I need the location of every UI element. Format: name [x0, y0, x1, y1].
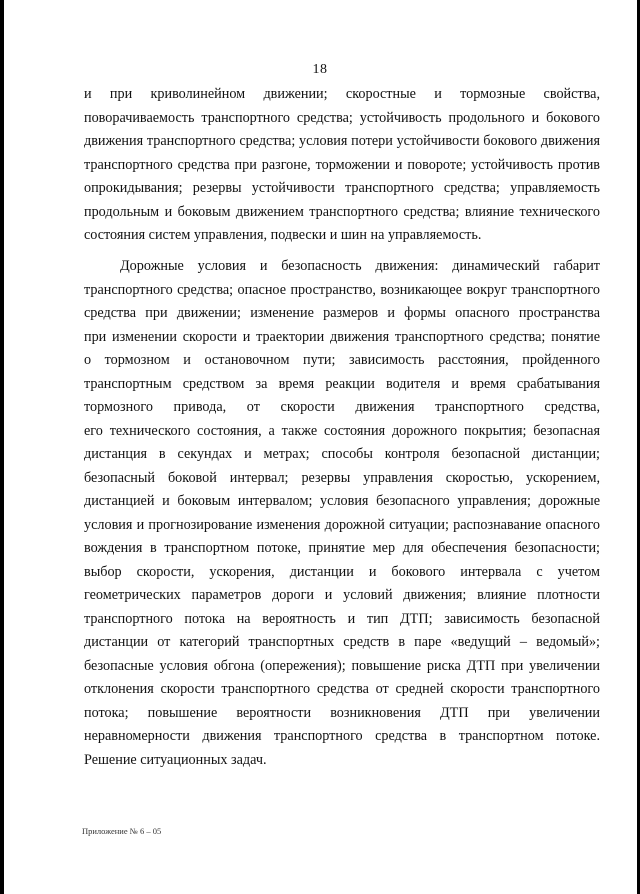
text-line: продольным и боковым движением транспортного средства; влияние технического [84, 203, 600, 220]
text-line: транспортного средства; опасное пространство, возникающее вокруг транспортного [84, 281, 600, 298]
text-line: опрокидывания; резервы устойчивости транспортного средства; управляемость [84, 180, 600, 196]
text-line: неравномерности движения транспортного средства в транспортном потоке. [84, 728, 600, 744]
text-line: поворачиваемость транспортного средства; устойчивость продольного и бокового [84, 109, 600, 126]
text-line: выбор скорости, ускорения, дистанции и бокового интервала с учетом [84, 563, 600, 580]
scan-border-left [0, 0, 4, 894]
text-line: транспортного средства при разгоне, торможении и повороте; устойчивость против [84, 156, 600, 173]
text-line: геометрических параметров дороги и условий движения; влияние плотности [84, 587, 600, 603]
text-line: отклонения скорости транспортного средства от средней скорости транспортного [84, 681, 600, 697]
text-line: дистанция в секундах и метрах; способы контроля безопасной дистанции; [84, 446, 600, 462]
text-line: дистанцией и боковым интервалом; условия безопасного управления; дорожные [84, 493, 600, 509]
text-line: при изменении скорости и траектории движения транспортного средства; понятие [84, 328, 600, 345]
text-line: условия и прогнозирование изменения дорожной ситуации; распознавание опасного [84, 516, 600, 533]
text-line: безопасный боковой интервал; резервы управления скоростью, ускорением, [84, 469, 600, 486]
paragraph-1 [84, 83, 600, 248]
text-line: состояния систем управления, подвески и шин на управляемость. [84, 227, 482, 243]
text-line: дистанции от категорий транспортных средств в паре «ведущий – ведомый»; [84, 634, 600, 650]
text-line: транспортным средством за время реакции водителя и время срабатывания [84, 375, 600, 392]
text-line: Дорожные условия и безопасность движения: динамический габарит [120, 258, 600, 274]
text-line: потока; повышение вероятности возникновения ДТП при увеличении [84, 704, 600, 721]
text-line: движения транспортного средства; условия потери устойчивости бокового движения [84, 133, 600, 149]
text-line: о тормозном и остановочном пути; зависимость расстояния, пройденного [84, 352, 600, 368]
text-line: тормозного привода, от скорости движения транспортного средства, [84, 399, 600, 415]
text-line: безопасные условия обгона (опережения); повышение риска ДТП при увеличении [84, 657, 600, 674]
text-line: Решение ситуационных задач. [84, 751, 267, 768]
text-line: средства при движении; изменение размеров и формы опасного пространства [84, 305, 600, 321]
text-line: транспортного потока на вероятность и тип ДТП; зависимость безопасной [84, 610, 600, 627]
text-line: вождения в транспортном потоке, принятие мер для обеспечения безопасности; [84, 540, 600, 556]
text-line: его технического состояния, а также состояния дорожного покрытия; безопасная [84, 422, 600, 439]
paragraph-2 [84, 255, 600, 772]
text-line: и при криволинейном движении; скоростные и тормозные свойства, [84, 86, 600, 102]
footer-note: Приложение № 6 – 05 [82, 826, 162, 836]
page-number: 18 [312, 62, 328, 77]
